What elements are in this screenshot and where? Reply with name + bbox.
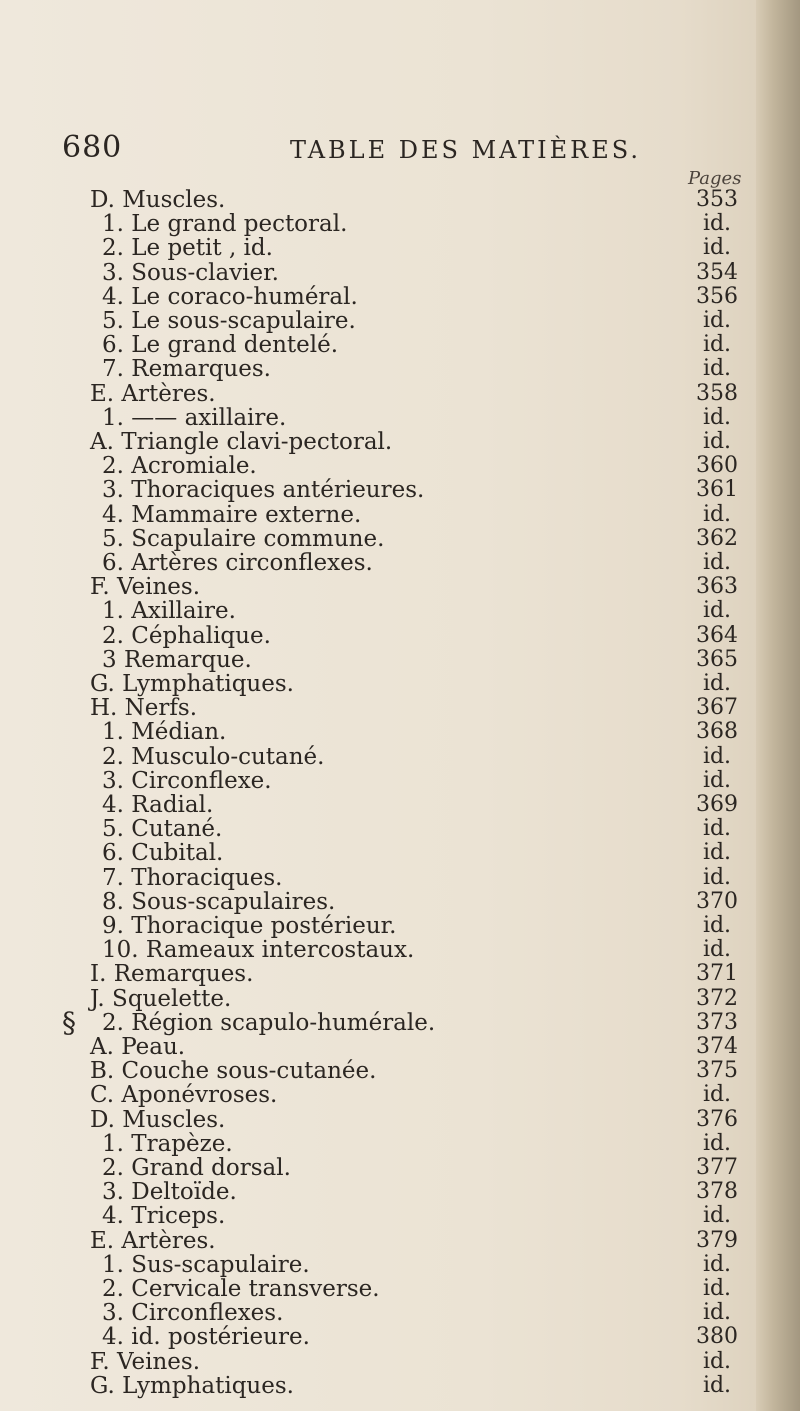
toc-entry-page: id. [702, 404, 732, 430]
toc-entry-text: 8. Sous-scapulaires. [102, 888, 336, 915]
toc-entry-page: 353 [696, 187, 738, 212]
toc-entry-text: 3. Circonflexes. [102, 1300, 284, 1327]
toc-entry-text: 4. Triceps. [102, 1203, 226, 1230]
toc-entry-text: F. Veines. [90, 574, 201, 601]
toc-entry-page: 376 [696, 1106, 738, 1132]
toc-entry-text: 3. Circonflexe. [102, 767, 272, 794]
pages-column-label: Pages [688, 168, 742, 189]
toc-entry-text: 5. Scapulaire commune. [102, 525, 385, 552]
toc-entry-text: 3. Thoraciques antérieures. [102, 477, 425, 504]
toc-entry-text: 6. Le grand dentelé. [102, 332, 339, 359]
toc-entry-page: 364 [696, 622, 738, 648]
toc-entry-text: D. Muscles. [90, 1106, 226, 1133]
toc-entry-text: C. Aponévroses. [90, 1082, 278, 1109]
toc-entry-text: J. Squelette. [90, 985, 232, 1012]
toc-entry-text: G. Lymphatiques. [90, 671, 294, 697]
toc-entry-page: 362 [696, 525, 738, 551]
toc-entry-page: 361 [696, 477, 738, 503]
toc-entry-page: 380 [696, 1324, 738, 1350]
toc-entry-text: 6. Artères circonflexes. [102, 550, 373, 576]
toc-entry-page: id. [702, 913, 732, 938]
toc-entry-text: 2. Musculo-cutané. [102, 743, 325, 770]
page-header [0, 130, 800, 170]
toc-entry-text: 2. Région scapulo-humérale. [102, 1009, 436, 1036]
toc-entry-page: id. [702, 767, 732, 793]
toc-entry-text: F. Veines. [90, 1348, 201, 1375]
toc-entry-text: 7. Remarques. [102, 356, 271, 383]
toc-entry-text: A. Peau. [90, 1034, 186, 1060]
toc-entry-page: id. [702, 864, 732, 890]
toc-entry-text: 4. Le coraco-huméral. [102, 283, 358, 310]
toc-entry-page: 375 [696, 1058, 738, 1084]
toc-entry-page: 373 [696, 1009, 738, 1035]
toc-entry-text: 2. Cervicale transverse. [102, 1276, 380, 1302]
toc-entry-page: id. [702, 1372, 732, 1398]
toc-entry-text: 1. Trapèze. [102, 1130, 233, 1157]
toc-entry-page: id. [702, 598, 732, 624]
toc-entry-text: D. Muscles. [90, 187, 226, 213]
toc-entry-page: id. [702, 816, 732, 842]
toc-entry-text: I. Remarques. [90, 961, 254, 988]
toc-entry-page: id. [702, 501, 732, 527]
toc-entry-page: id. [702, 429, 732, 454]
toc-entry-page: 379 [696, 1227, 738, 1253]
toc-entry-text: 3 Remarque. [102, 646, 252, 673]
toc-entry-text: 1. Médian. [102, 719, 227, 746]
toc-entry-page: id. [702, 550, 732, 575]
toc-entry-page: id. [702, 840, 732, 866]
toc-entry-text: 3. Deltoïde. [102, 1179, 237, 1206]
toc-entry-page: 356 [696, 283, 738, 309]
toc-entry-text: 1. Axillaire. [102, 598, 236, 625]
toc-entry-text: 3. Sous-clavier. [102, 259, 279, 286]
toc-entry-text: 4. id. postérieure. [102, 1324, 310, 1351]
toc-entry-text: E. Artères. [90, 380, 216, 407]
toc-entry-page: 377 [696, 1155, 738, 1180]
toc-entry-page: id. [702, 1251, 732, 1277]
toc-entry-page: id. [702, 1276, 732, 1301]
toc-entry-page: 368 [696, 719, 738, 745]
toc-entry-text: B. Couche sous-cutanée. [90, 1058, 377, 1085]
toc-entry-page: 372 [696, 985, 738, 1011]
toc-entry-text: 1. Sus-scapulaire. [102, 1251, 310, 1278]
toc-entry-page: 354 [696, 259, 738, 285]
toc-entry-page: id. [702, 671, 732, 696]
toc-entry-page: id. [702, 937, 732, 963]
toc-entry-page: 378 [696, 1179, 738, 1205]
toc-entry-page: 371 [696, 961, 738, 987]
toc-entry-text: G. Lymphatiques. [90, 1372, 294, 1399]
toc-entry-text: 2. Acromiale. [102, 453, 257, 480]
toc-entry-text: 1. —— axillaire. [102, 404, 287, 431]
toc-entry-page: id. [702, 1300, 732, 1326]
toc-entry-page: id. [702, 332, 732, 358]
toc-entry-page: id. [702, 235, 732, 261]
section-mark: § [62, 1005, 76, 1039]
toc-entry-page: 369 [696, 792, 738, 817]
toc-entry-page: id. [702, 308, 732, 333]
toc-entry-text: 9. Thoracique postérieur. [102, 913, 397, 939]
toc-entry-text: 5. Cutané. [102, 816, 223, 843]
toc-entry-text: 4. Radial. [102, 792, 214, 818]
toc-entry-text: E. Artères. [90, 1227, 216, 1254]
toc-entry-text: 1. Le grand pectoral. [102, 211, 348, 238]
toc-entry-text: H. Nerfs. [90, 695, 198, 722]
toc-entry-text: 5. Le sous-scapulaire. [102, 308, 356, 334]
toc-entry-page: 363 [696, 574, 738, 600]
running-title: TABLE DES MATIÈRES. [290, 136, 641, 164]
toc-entry-page: id. [702, 1082, 732, 1108]
toc-entry-text: 4. Mammaire externe. [102, 501, 362, 528]
toc-entry-text: 2. Grand dorsal. [102, 1155, 291, 1181]
toc-entry-page: 374 [696, 1034, 738, 1059]
toc-entry-page: 367 [696, 695, 738, 721]
toc-entry [0, 1372, 800, 1400]
toc-entry-text: A. Triangle clavi-pectoral. [90, 429, 393, 455]
toc-entry-page: 365 [696, 646, 738, 672]
toc-entry-text: 2. Céphalique. [102, 622, 271, 649]
toc-entry-page: id. [702, 1130, 732, 1156]
toc-entry-page: 370 [696, 888, 738, 914]
toc-entry-text: 2. Le petit , id. [102, 235, 273, 262]
toc-entry-page: id. [702, 356, 732, 382]
toc-entry-text: 7. Thoraciques. [102, 864, 283, 891]
toc-entry-page: id. [702, 1348, 732, 1374]
toc-entry-page: 360 [696, 453, 738, 479]
toc-entry-page: id. [702, 1203, 732, 1229]
toc-entry-text: 10. Rameaux intercostaux. [102, 937, 415, 964]
page-number: 680 [62, 130, 123, 165]
toc-entry-page: id. [702, 743, 732, 769]
toc-entry-page: id. [702, 211, 732, 237]
toc-entry-text: 6. Cubital. [102, 840, 224, 867]
toc-entry-page: 358 [696, 380, 738, 406]
